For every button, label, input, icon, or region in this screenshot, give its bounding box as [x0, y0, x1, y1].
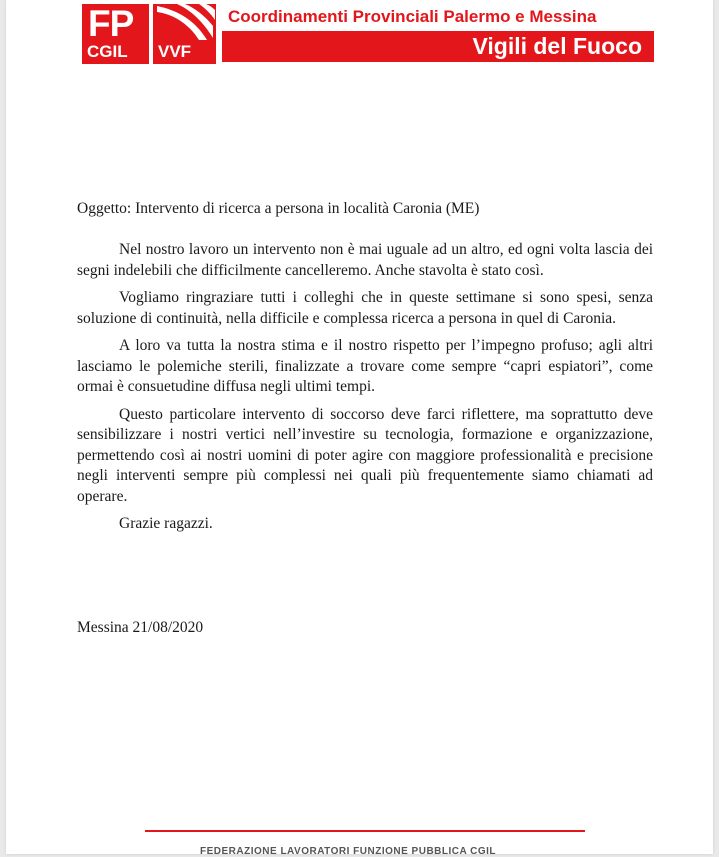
letter-paragraph: Questo particolare intervento di soccorso deve farci riflettere, ma soprattutto deve sensibilizzare i nostri vertici nell’investire su tecnologia, formazione e organizzazione, permettendo così ai nostri uomini di poter agire con maggiore professionalità e precisione negli interventi sempre più complessi nei quali più frequentemente siamo chiamati ad operare. [77, 405, 653, 505]
header-organization-line: Coordinamenti Provinciali Palermo e Messina [228, 7, 597, 26]
logo-vvf-text: VVF [158, 42, 192, 61]
letter-paragraph: A loro va tutta la nostra stima e il nostro rispetto per l’impegno profuso; agli altri lasciamo le polemiche sterili, finalizzate a trovare come sempre “capri espiatori”, come ormai è consuetudine diffusa negli ultimi tempi. [77, 337, 653, 395]
footer-text: FEDERAZIONE LAVORATORI FUNZIONE PUBBLICA CGIL [200, 846, 497, 857]
document-page [6, 0, 713, 857]
letter-closing: Grazie ragazzi. [119, 515, 213, 532]
letter-subject: Oggetto: Intervento di ricerca a persona in località Caronia (ME) [77, 200, 480, 217]
fp-cgil-vvf-logo [82, 4, 216, 64]
flame-stripes-icon [155, 4, 216, 42]
logo-fp-text: FP [88, 3, 134, 44]
letter-paragraph: Vogliamo ringraziare tutti i colleghi che in queste settimane si sono spesi, senza soluzione di continuità, nella difficile e complessa ricerca a persona in quel di Caronia. [77, 289, 653, 327]
header-title: Vigili del Fuoco [472, 33, 642, 59]
footer-divider [145, 830, 585, 832]
letter-paragraph: Nel nostro lavoro un intervento non è mai uguale ad un altro, ed ogni volta lascia dei segni indelebili che difficilmente cancelleremo. Anche stavolta è stato così. [77, 241, 653, 279]
logo-cgil-text: CGIL [87, 42, 128, 61]
logo-divider [149, 4, 153, 64]
header-title-bar [222, 31, 654, 62]
letter-body [77, 240, 653, 542]
letter-place-date: Messina 21/08/2020 [77, 619, 204, 636]
